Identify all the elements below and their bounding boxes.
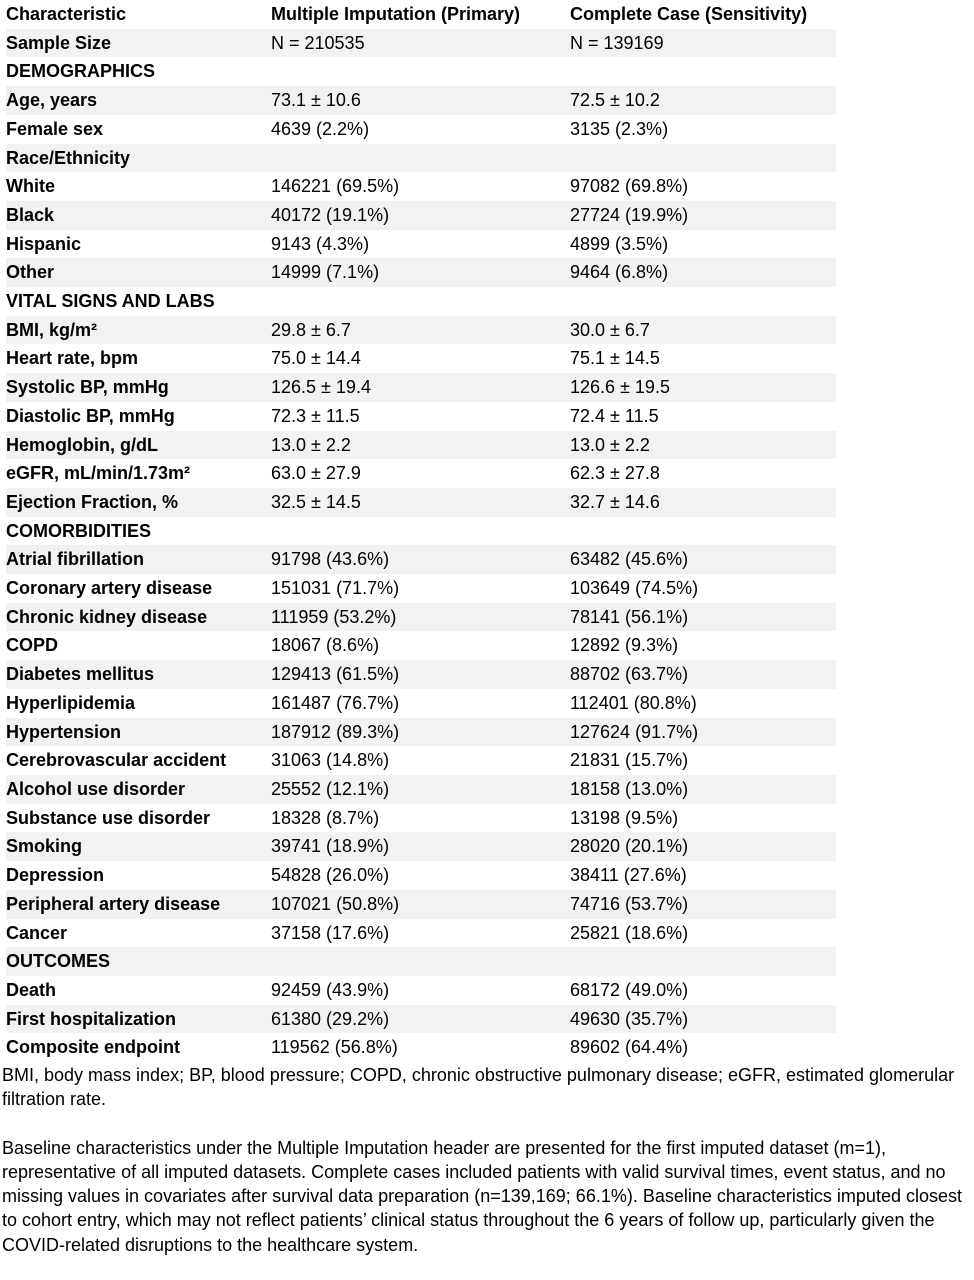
cell-multiple-imputation: 18067 (8.6%) xyxy=(271,635,380,656)
row-label: Diastolic BP, mmHg xyxy=(6,405,175,426)
row-label: COPD xyxy=(6,635,59,656)
cell-complete-case: 72.4 ± 11.5 xyxy=(570,405,659,426)
row-label: BMI, kg/m² xyxy=(6,319,98,340)
cell-complete-case: 21831 (15.7%) xyxy=(570,750,689,771)
table-row xyxy=(6,1033,836,1062)
cell-complete-case: 13198 (9.5%) xyxy=(570,807,679,828)
table-row xyxy=(6,86,836,115)
cell-complete-case: 88702 (63.7%) xyxy=(570,664,689,685)
row-label: Peripheral artery disease xyxy=(6,893,221,914)
table-row xyxy=(6,947,836,976)
cell-complete-case: 126.6 ± 19.5 xyxy=(570,377,670,398)
row-label: White xyxy=(6,176,55,197)
cell-multiple-imputation xyxy=(271,57,570,86)
row-label: Cerebrovascular accident xyxy=(6,750,227,771)
table-row xyxy=(6,373,836,402)
table-row xyxy=(6,287,836,316)
cell-multiple-imputation: 54828 (26.0%) xyxy=(271,865,390,886)
row-label: Hispanic xyxy=(6,233,82,254)
row-label: Systolic BP, mmHg xyxy=(6,377,169,398)
table-row xyxy=(6,574,836,603)
cell-multiple-imputation: 13.0 ± 2.2 xyxy=(271,434,351,455)
table-row xyxy=(6,230,836,259)
row-label: Sample Size xyxy=(6,32,112,53)
table-row xyxy=(6,431,836,460)
cell-multiple-imputation: 4639 (2.2%) xyxy=(271,118,370,139)
table-row xyxy=(6,57,836,86)
cell-complete-case: 72.5 ± 10.2 xyxy=(570,90,660,111)
row-label: Composite endpoint xyxy=(6,1037,180,1058)
cell-complete-case: 30.0 ± 6.7 xyxy=(570,319,650,340)
cell-complete-case: 103649 (74.5%) xyxy=(570,578,699,599)
table-row xyxy=(6,919,836,948)
table-row xyxy=(6,172,836,201)
table-row xyxy=(6,144,836,173)
cell-complete-case xyxy=(570,287,836,316)
cell-complete-case: 28020 (20.1%) xyxy=(570,836,689,857)
cell-multiple-imputation: 29.8 ± 6.7 xyxy=(271,319,351,340)
cell-complete-case: 25821 (18.6%) xyxy=(570,922,689,943)
row-label: Death xyxy=(6,979,57,1000)
table-row xyxy=(6,718,836,747)
table-row xyxy=(6,660,836,689)
cell-complete-case: 38411 (27.6%) xyxy=(570,865,687,886)
cell-complete-case xyxy=(570,57,836,86)
baseline-characteristics-table xyxy=(6,0,836,1062)
row-label: Smoking xyxy=(6,836,83,857)
cell-multiple-imputation xyxy=(271,144,570,173)
row-label: Black xyxy=(6,204,55,225)
table-row xyxy=(6,775,836,804)
table-row xyxy=(6,976,836,1005)
cell-complete-case xyxy=(570,947,836,976)
cell-complete-case: 63482 (45.6%) xyxy=(570,549,689,570)
cell-complete-case: 9464 (6.8%) xyxy=(570,262,669,283)
cell-complete-case: 75.1 ± 14.5 xyxy=(570,348,660,369)
cell-multiple-imputation: 146221 (69.5%) xyxy=(271,176,400,197)
cell-multiple-imputation: 151031 (71.7%) xyxy=(271,578,400,599)
table-row xyxy=(6,344,836,373)
cell-complete-case: 27724 (19.9%) xyxy=(570,204,689,225)
cell-complete-case: 4899 (3.5%) xyxy=(570,233,669,254)
row-label: Alcohol use disorder xyxy=(6,778,186,799)
table-row xyxy=(6,201,836,230)
cell-multiple-imputation: 129413 (61.5%) xyxy=(271,664,400,685)
row-label: Depression xyxy=(6,865,105,886)
cell-complete-case: 32.7 ± 14.6 xyxy=(570,491,660,512)
header-characteristic: Characteristic xyxy=(6,4,127,24)
row-label: Hypertension xyxy=(6,721,122,742)
cell-complete-case xyxy=(570,517,836,546)
table-row xyxy=(6,832,836,861)
table-row xyxy=(6,1005,836,1034)
table-footnotes xyxy=(2,1063,972,1257)
row-label: Hemoglobin, g/dL xyxy=(6,434,158,455)
row-label: VITAL SIGNS AND LABS xyxy=(6,291,215,312)
header-complete-case: Complete Case (Sensitivity) xyxy=(570,4,808,24)
cell-complete-case xyxy=(570,144,836,173)
row-label: Age, years xyxy=(6,90,98,111)
cell-complete-case: 3135 (2.3%) xyxy=(570,118,669,139)
table-row xyxy=(6,258,836,287)
cell-multiple-imputation: 111959 (53.2%) xyxy=(271,606,397,627)
cell-complete-case: 78141 (56.1%) xyxy=(570,606,689,627)
table-row xyxy=(6,804,836,833)
table-body xyxy=(6,29,836,1062)
table-row xyxy=(6,115,836,144)
table-row xyxy=(6,517,836,546)
cell-multiple-imputation: 39741 (18.9%) xyxy=(271,836,390,857)
cell-complete-case: 18158 (13.0%) xyxy=(570,778,689,799)
row-label: First hospitalization xyxy=(6,1008,177,1029)
cell-multiple-imputation: 107021 (50.8%) xyxy=(271,893,400,914)
cell-complete-case: 97082 (69.8%) xyxy=(570,176,689,197)
row-label: Other xyxy=(6,262,55,283)
cell-complete-case: 127624 (91.7%) xyxy=(570,721,699,742)
cell-multiple-imputation: 40172 (19.1%) xyxy=(271,204,390,225)
row-label: Atrial fibrillation xyxy=(6,549,145,570)
row-label: Race/Ethnicity xyxy=(6,147,131,168)
table-row xyxy=(6,689,836,718)
cell-complete-case: 49630 (35.7%) xyxy=(570,1008,689,1029)
cell-multiple-imputation: 91798 (43.6%) xyxy=(271,549,390,570)
table-header xyxy=(6,0,836,29)
row-label: Substance use disorder xyxy=(6,807,211,828)
row-label: COMORBIDITIES xyxy=(6,520,152,541)
cell-multiple-imputation: 31063 (14.8%) xyxy=(271,750,390,771)
row-label: Ejection Fraction, % xyxy=(6,491,179,512)
methods-note: Baseline characteristics under the Multiple Imputation header are presented for the first imputed dataset (m=1), representative of all imputed datasets. Complete cases included patients with valid survival times, event status, and no missing values in covariates after survival data preparation (n=139,169; 66.1%). Baseline characteristics imputed closest to cohort entry, which may not reflect patients’ clinical status throughout the 6 years of follow up, particularly given the COVID-related disruptions to the healthcare system. xyxy=(2,1137,962,1255)
row-label: Diabetes mellitus xyxy=(6,664,155,685)
cell-multiple-imputation: 63.0 ± 27.9 xyxy=(271,463,361,484)
cell-multiple-imputation: 18328 (8.7%) xyxy=(271,807,380,828)
cell-multiple-imputation: 25552 (12.1%) xyxy=(271,778,390,799)
row-label: Chronic kidney disease xyxy=(6,606,208,627)
table-row xyxy=(6,29,836,58)
cell-multiple-imputation: 14999 (7.1%) xyxy=(271,262,380,283)
row-label: DEMOGRAPHICS xyxy=(6,61,156,82)
row-label: Coronary artery disease xyxy=(6,578,213,599)
header-multiple-imputation: Multiple Imputation (Primary) xyxy=(271,4,521,24)
table-row xyxy=(6,459,836,488)
table-row xyxy=(6,890,836,919)
cell-multiple-imputation: 187912 (89.3%) xyxy=(271,721,400,742)
cell-multiple-imputation: N = 210535 xyxy=(271,32,365,53)
cell-multiple-imputation: 75.0 ± 14.4 xyxy=(271,348,361,369)
table-row xyxy=(6,316,836,345)
table-row xyxy=(6,861,836,890)
table-row xyxy=(6,488,836,517)
cell-multiple-imputation: 72.3 ± 11.5 xyxy=(271,405,360,426)
table-row xyxy=(6,631,836,660)
cell-multiple-imputation: 9143 (4.3%) xyxy=(271,233,370,254)
cell-multiple-imputation: 119562 (56.8%) xyxy=(271,1037,398,1058)
cell-multiple-imputation xyxy=(271,947,570,976)
cell-complete-case: 62.3 ± 27.8 xyxy=(570,463,660,484)
cell-complete-case: 13.0 ± 2.2 xyxy=(570,434,650,455)
table-row xyxy=(6,603,836,632)
cell-complete-case: 112401 (80.8%) xyxy=(570,692,697,713)
cell-multiple-imputation: 161487 (76.7%) xyxy=(271,692,400,713)
cell-complete-case: 68172 (49.0%) xyxy=(570,979,689,1000)
row-label: Heart rate, bpm xyxy=(6,348,139,369)
row-label: Cancer xyxy=(6,922,68,943)
cell-multiple-imputation: 32.5 ± 14.5 xyxy=(271,491,361,512)
cell-multiple-imputation: 92459 (43.9%) xyxy=(271,979,390,1000)
header-row xyxy=(6,0,836,29)
cell-multiple-imputation xyxy=(271,287,570,316)
row-label: OUTCOMES xyxy=(6,951,111,972)
table-row xyxy=(6,402,836,431)
cell-multiple-imputation: 126.5 ± 19.4 xyxy=(271,377,371,398)
cell-multiple-imputation: 61380 (29.2%) xyxy=(271,1008,390,1029)
cell-multiple-imputation: 73.1 ± 10.6 xyxy=(271,90,361,111)
cell-complete-case: N = 139169 xyxy=(570,32,664,53)
row-label: Hyperlipidemia xyxy=(6,692,136,713)
table-row xyxy=(6,746,836,775)
cell-complete-case: 74716 (53.7%) xyxy=(570,893,689,914)
cell-complete-case: 12892 (9.3%) xyxy=(570,635,679,656)
cell-multiple-imputation: 37158 (17.6%) xyxy=(271,922,390,943)
cell-complete-case: 89602 (64.4%) xyxy=(570,1037,689,1058)
table-row xyxy=(6,545,836,574)
abbreviations-note: BMI, body mass index; BP, blood pressure; COPD, chronic obstructive pulmonary disease; eGFR, estimated glomerular filtration rate. xyxy=(2,1065,955,1110)
cell-multiple-imputation xyxy=(271,517,570,546)
row-label: Female sex xyxy=(6,118,104,139)
row-label: eGFR, mL/min/1.73m² xyxy=(6,463,191,484)
